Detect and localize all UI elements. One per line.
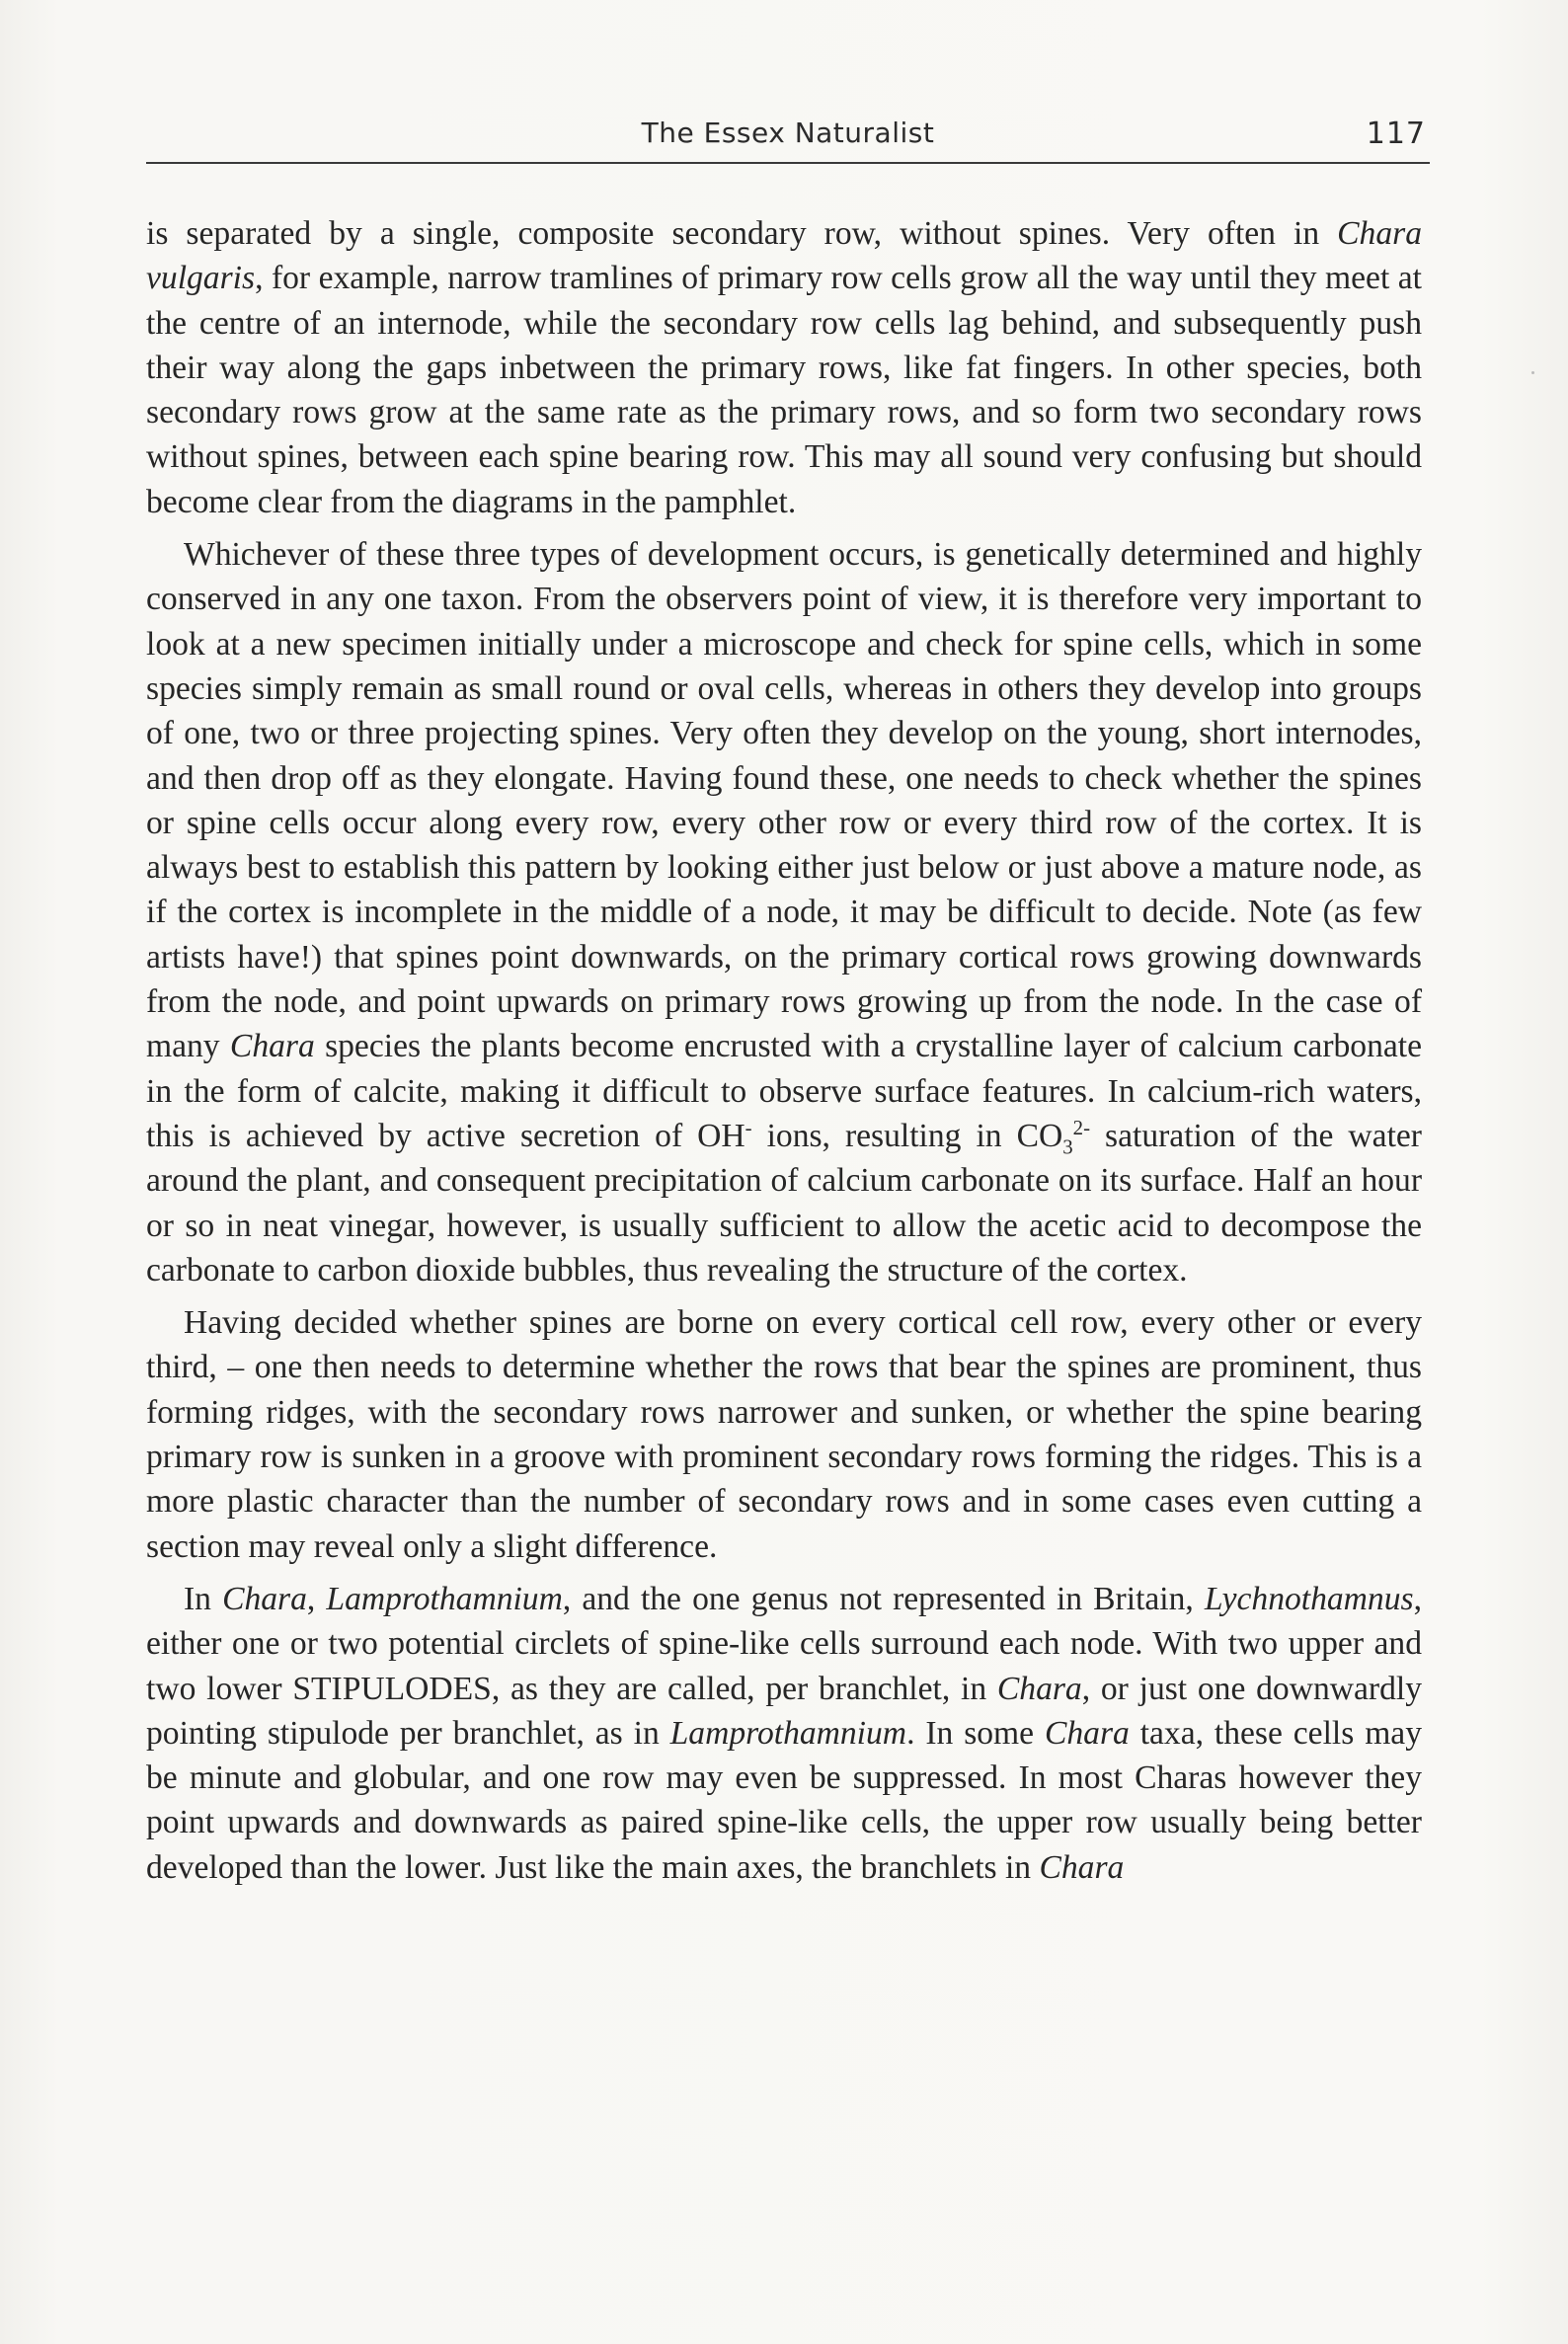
running-header [146, 111, 1430, 164]
text-run: , [306, 1580, 327, 1617]
running-title: The Essex Naturalist [641, 117, 935, 149]
superscript: - [745, 1115, 752, 1139]
text-run: , or just one downwardly pointing stipulode per branchlet, as in [146, 1670, 1422, 1752]
superscript: 2- [1072, 1115, 1091, 1139]
body-text [146, 211, 1422, 1890]
text-run: Whichever of these three types of development occurs, is genetically determined and highly conserved in any one taxon. From the observers point of view, it is therefore very important to look at a new specimen initially under a microscope and check for spine cells, which in some species simply remain as small round or oval cells, whereas in others they develop into groups of one, two or three projecting spines. Very often they develop on the young, short internodes, and then drop off as they elongate. Having found these, one needs to check whether the spines or spine cells occur along every row, every other row or every third row of the cortex. It is always best to establish this pattern by looking either just below or just above a mature node, as if the cortex is incomplete in the middle of a node, it may be difficult to decide. Note (as few artists have!) that spines point downwards, on the primary cortical rows growing downwards from the node, and point upwards on primary rows growing up from the node. In the case of many [146, 536, 1422, 1065]
paragraph [146, 1300, 1422, 1569]
italic-text: Lychnothamnus [1204, 1580, 1414, 1617]
italic-text: Chara [1044, 1714, 1130, 1752]
text-run: is separated by a single, composite secondary row, without spines. Very often in [146, 215, 1338, 252]
text-run: saturation of the water around the plant, and consequent precipitation of calcium carbonate on its surface. Half an hour or so in neat vinegar, however, is usually sufficient to allow the acetic acid to decompose the carbonate to carbon dioxide bubbles, thus revealing the structure of the cortex. [146, 1117, 1422, 1289]
subscript: 3 [1062, 1134, 1073, 1159]
text-run: In [184, 1580, 223, 1617]
paragraph [146, 532, 1422, 1292]
paragraph [146, 1577, 1422, 1890]
italic-text: Chara [222, 1580, 307, 1617]
text-run: taxa, these cells may be minute and globular, and one row may even be suppressed. In most Charas however they point upwards and downwards as paired spine-like cells, the upper row usually being better developed than the lower. Just like the main axes, the branchlets in [146, 1714, 1422, 1886]
text-run: , for example, narrow tramlines of primary row cells grow all the way until they meet at the centre of an internode, while the secondary row cells lag behind, and subsequently push their way along the gaps inbetween the primary rows, like fat fingers. In other species, both secondary rows grow at the same rate as the primary rows, and so form two secondary rows without spines, between each spine bearing row. This may all sound very confusing but should become clear from the diagrams in the pamphlet. [146, 260, 1422, 520]
paper-speck [1531, 371, 1534, 374]
italic-text: Chara [1039, 1848, 1125, 1886]
text-run: Having decided whether spines are borne on every cortical cell row, every other or every third, – one then needs to determine whether the rows that bear the spines are prominent, thus forming ridges, with the secondary rows narrower and sunken, or whether the spine bearing primary row is sunken in a groove with prominent secondary rows forming the ridges. This is a more plastic character than the number of secondary rows and in some cases even cutting a section may reveal only a slight difference. [146, 1304, 1422, 1565]
italic-text: Lamprothamnium [326, 1580, 563, 1617]
text-run: . In some [906, 1714, 1045, 1752]
page-number: 117 [1366, 117, 1426, 151]
text-run: species the plants become encrusted with a crystalline layer of calcium carbonate in the form of calcite, making it difficult to observe surface features. In calcium-rich waters, this is achieved by active secretion of OH [146, 1028, 1423, 1154]
text-run: , and the one genus not represented in Britain, [562, 1580, 1205, 1617]
italic-text: Lamprothamnium [669, 1714, 907, 1752]
italic-text: Chara vulgaris [146, 215, 1422, 297]
italic-text: Chara [229, 1028, 315, 1065]
paragraph [146, 211, 1422, 524]
text-run: ions, resulting in CO [751, 1117, 1063, 1154]
italic-text: Chara [996, 1670, 1082, 1707]
text-run: , either one or two potential circlets of spine-like cells surround each node. With two upper and two lower STIPULODES, as they are called, per branchlet, in [146, 1580, 1422, 1707]
